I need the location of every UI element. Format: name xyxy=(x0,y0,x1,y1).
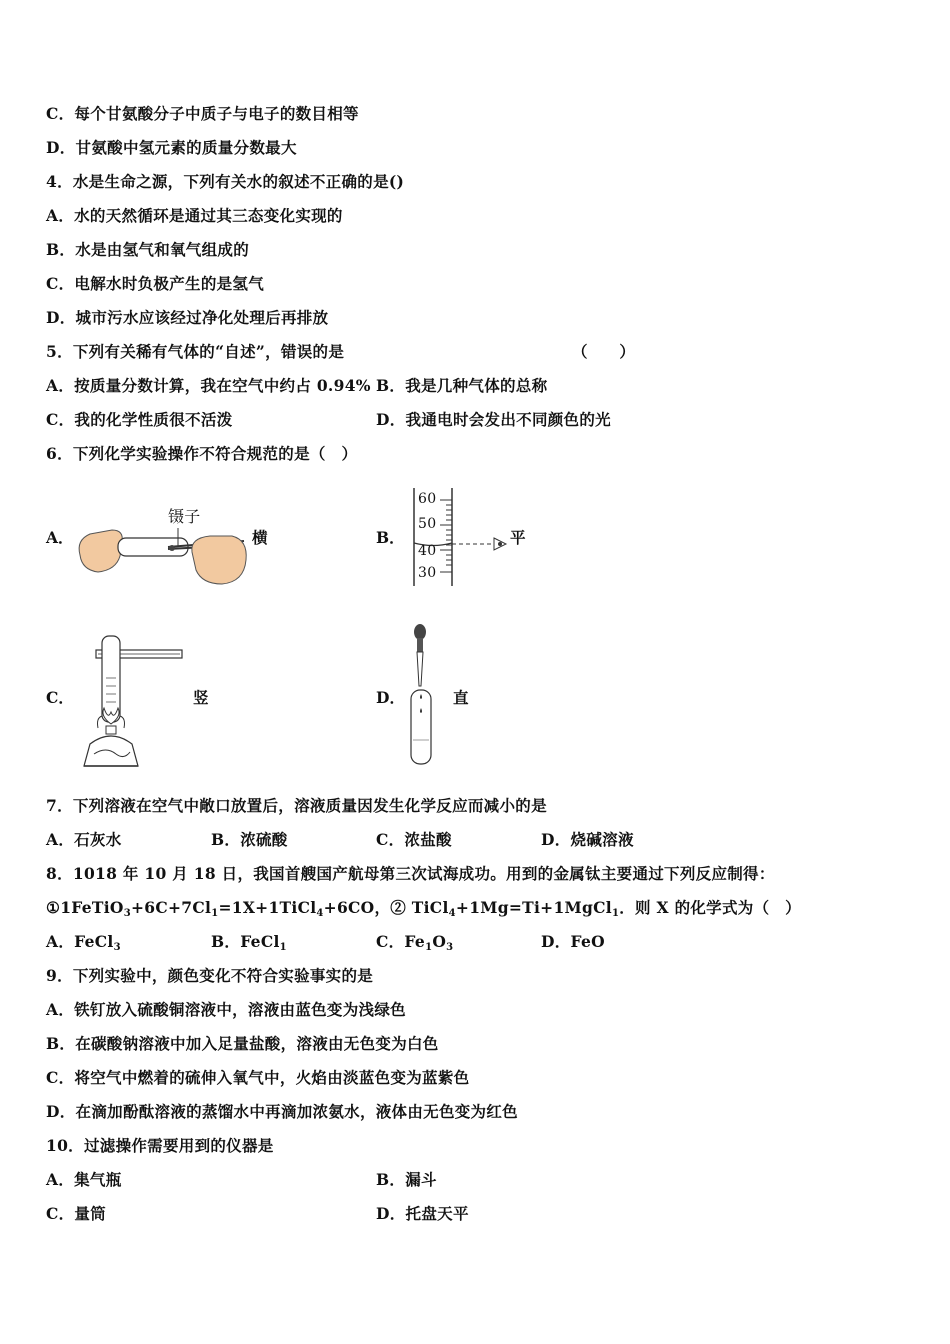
q7-stem: 7．下列溶液在空气中敞口放置后，溶液质量因发生化学反应而减小的是 xyxy=(46,796,547,815)
q10-option-c: C．量筒 xyxy=(46,1204,107,1223)
q8-equations: $①1FeTiO_3+6C+7Cl_1=1X+1TiCl_4+6CO$，② TiCl$_4$+1Mg=Ti+1MgCl$_1$．则 X 的化学式为（ ） xyxy=(46,898,801,919)
q4-option-b: B．水是由氢气和氧气组成的 xyxy=(46,240,250,259)
q3-option-d: D．甘氨酸中氢元素的质量分数最大 xyxy=(46,138,297,157)
q6-c-figure xyxy=(76,632,186,772)
q8-option-b: B．FeCl$_1$ xyxy=(211,932,287,953)
q8-stem: 8．1018 年 10 月 18 日，我国首艘国产航母第三次试海成功。用到的金属钛主要通过下列反应制得： xyxy=(46,864,775,883)
q3-option-c: C．每个甘氨酸分子中质子与电子的数目相等 xyxy=(46,104,359,123)
q4-option-c: C．电解水时负极产生的是氢气 xyxy=(46,274,265,293)
q6-a-figure xyxy=(72,500,252,590)
q9-option-b: B．在碳酸钠溶液中加入足量盐酸，溶液由无色变为白色 xyxy=(46,1034,439,1053)
q10-option-d: D．托盘天平 xyxy=(376,1204,469,1223)
q4-stem: 4．水是生命之源，下列有关水的叙述不正确的是() xyxy=(46,172,405,191)
q7-option-c: C．浓盐酸 xyxy=(376,830,452,849)
q6-c-word: 竖 xyxy=(193,688,209,707)
q9-option-a: A．铁钉放入硫酸铜溶液中，溶液由蓝色变为浅绿色 xyxy=(46,1000,406,1019)
q6-b-tick-30: 30 xyxy=(418,565,437,581)
q4-option-a: A．水的天然循环是通过其三态变化实现的 xyxy=(46,206,343,225)
q9-option-d: D．在滴加酚酞溶液的蒸馏水中再滴加浓氨水，液体由无色变为红色 xyxy=(46,1102,518,1121)
q9-stem: 9．下列实验中，颜色变化不符合实验事实的是 xyxy=(46,966,374,985)
q10-option-b: B．漏斗 xyxy=(376,1170,437,1189)
q7-option-a: A．石灰水 xyxy=(46,830,122,849)
q6-a-tweezers-label: 镊子 xyxy=(168,507,201,526)
q6-a-word: 横 xyxy=(252,528,268,547)
q6-stem: 6．下列化学实验操作不符合规范的是（ ） xyxy=(46,444,358,463)
q6-d-figure xyxy=(405,622,441,768)
q5-stem: 5．下列有关稀有气体的“自述”，错误的是 xyxy=(46,342,345,361)
q9-option-c: C．将空气中燃着的硫伸入氧气中，火焰由淡蓝色变为蓝紫色 xyxy=(46,1068,470,1087)
q10-stem: 10．过滤操作需要用到的仪器是 xyxy=(46,1136,274,1155)
q6-a-label: A． xyxy=(46,528,74,547)
q6-b-tick-50: 50 xyxy=(418,516,437,532)
q5-option-b: B．我是几种气体的总称 xyxy=(376,376,548,395)
q6-b-word: 平 xyxy=(510,528,526,547)
q6-c-label: C． xyxy=(46,688,74,707)
q6-b-tick-40: 40 xyxy=(418,543,437,559)
q10-option-a: A．集气瓶 xyxy=(46,1170,122,1189)
q4-option-d: D．城市污水应该经过净化处理后再排放 xyxy=(46,308,329,327)
q5-answer-bracket: （ ） xyxy=(572,342,636,361)
q5-option-c: C．我的化学性质很不活泼 xyxy=(46,410,233,429)
q8-option-d: D．FeO xyxy=(541,932,605,951)
q8-option-a: A．FeCl$_3$ xyxy=(46,932,121,953)
q6-d-label: D． xyxy=(376,688,405,707)
q8-option-c: C．$Fe_1O_3$ xyxy=(376,932,454,953)
q5-option-d: D．我通电时会发出不同颜色的光 xyxy=(376,410,611,429)
q5-option-a: A．按质量分数计算，我在空气中约占 0.94% xyxy=(46,376,371,395)
q6-b-label: B． xyxy=(376,528,405,547)
q7-option-b: B．浓硫酸 xyxy=(211,830,288,849)
q6-d-word: 直 xyxy=(453,688,469,707)
q6-b-tick-60: 60 xyxy=(418,491,437,507)
q7-option-d: D．烧碱溶液 xyxy=(541,830,634,849)
